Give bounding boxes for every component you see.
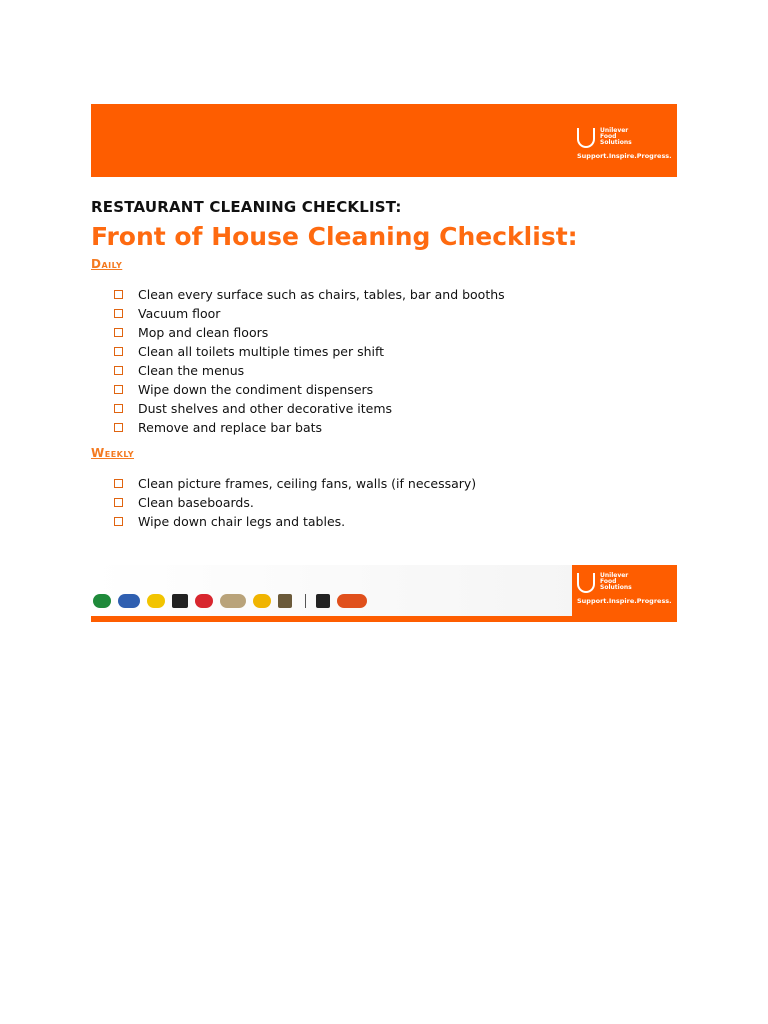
lipton-logo-icon bbox=[147, 594, 165, 608]
checklist-item-label: Wipe down the condiment dispensers bbox=[138, 382, 374, 397]
checklist-item bbox=[114, 512, 476, 531]
checkbox[interactable] bbox=[114, 517, 123, 526]
checkbox[interactable] bbox=[114, 290, 123, 299]
brand-logo-icon bbox=[220, 594, 246, 608]
logo-tagline: Support.Inspire.Progress. bbox=[577, 597, 672, 605]
checklist-item-label: Wipe down chair legs and tables. bbox=[138, 514, 346, 529]
unilever-food-solutions-logo bbox=[577, 573, 671, 605]
header-banner bbox=[91, 104, 677, 177]
checklist-item-label: Vacuum floor bbox=[138, 306, 221, 321]
unilever-u-icon bbox=[577, 573, 595, 593]
checklist-item bbox=[114, 418, 505, 437]
unilever-food-solutions-logo bbox=[577, 127, 672, 160]
brand-logo-icon bbox=[278, 594, 292, 608]
checklist-item-label: Clean baseboards. bbox=[138, 495, 254, 510]
logo-tagline: Support.Inspire.Progress. bbox=[577, 152, 672, 160]
logo-text-line: Solutions bbox=[600, 584, 632, 591]
checkbox[interactable] bbox=[114, 366, 123, 375]
checklist-item-label: Remove and replace bar bats bbox=[138, 420, 323, 435]
brand-separator bbox=[305, 594, 306, 608]
hellmanns-logo-icon bbox=[118, 594, 140, 608]
brand-logo-icon bbox=[253, 594, 271, 608]
checkbox[interactable] bbox=[114, 309, 123, 318]
section-heading-daily: Daily bbox=[91, 257, 123, 271]
checklist-item bbox=[114, 361, 505, 380]
checklist-item bbox=[114, 323, 505, 342]
checklist-item bbox=[114, 380, 505, 399]
logo-text-line: Unilever bbox=[600, 127, 629, 134]
footer-orange-line bbox=[91, 616, 677, 622]
document-heading: RESTAURANT CLEANING CHECKLIST: bbox=[91, 198, 402, 216]
checklist-item-label: Dust shelves and other decorative items bbox=[138, 401, 393, 416]
logo-text-line: Solutions bbox=[600, 139, 632, 146]
checkbox[interactable] bbox=[114, 498, 123, 507]
checkbox[interactable] bbox=[114, 404, 123, 413]
checkbox[interactable] bbox=[114, 423, 123, 432]
checklist-item-label: Mop and clean floors bbox=[138, 325, 269, 340]
section-heading-weekly: Weekly bbox=[91, 446, 135, 460]
checklist-item bbox=[114, 493, 476, 512]
daily-checklist bbox=[114, 285, 505, 437]
footer-logo-box bbox=[572, 565, 677, 622]
checkbox[interactable] bbox=[114, 385, 123, 394]
brand-logo-row bbox=[93, 594, 374, 608]
checklist-item bbox=[114, 285, 505, 304]
checklist-item bbox=[114, 304, 505, 323]
checklist-item bbox=[114, 474, 476, 493]
document-title: Front of House Cleaning Checklist: bbox=[91, 222, 578, 251]
checkbox[interactable] bbox=[114, 479, 123, 488]
brand-logo-icon bbox=[172, 594, 188, 608]
checkbox[interactable] bbox=[114, 328, 123, 337]
checklist-item-label: Clean picture frames, ceiling fans, walls (if necessary) bbox=[138, 476, 477, 491]
checklist-item bbox=[114, 399, 505, 418]
checklist-item-label: Clean all toilets multiple times per shift bbox=[138, 344, 385, 359]
checkbox[interactable] bbox=[114, 347, 123, 356]
knorr-logo-icon bbox=[93, 594, 111, 608]
logo-text-line: Food bbox=[600, 133, 617, 140]
weekly-checklist bbox=[114, 474, 476, 531]
checklist-item-label: Clean the menus bbox=[138, 363, 245, 378]
brand-logo-icon bbox=[316, 594, 330, 608]
brand-logo-icon bbox=[195, 594, 213, 608]
logo-text-line: Unilever bbox=[600, 572, 629, 579]
footer-brand-strip bbox=[91, 565, 677, 622]
checklist-item bbox=[114, 342, 505, 361]
unilever-u-icon bbox=[577, 128, 595, 148]
checklist-item-label: Clean every surface such as chairs, tables, bar and booths bbox=[138, 287, 505, 302]
logo-text-line: Food bbox=[600, 578, 617, 585]
brand-logo-icon bbox=[337, 594, 367, 608]
